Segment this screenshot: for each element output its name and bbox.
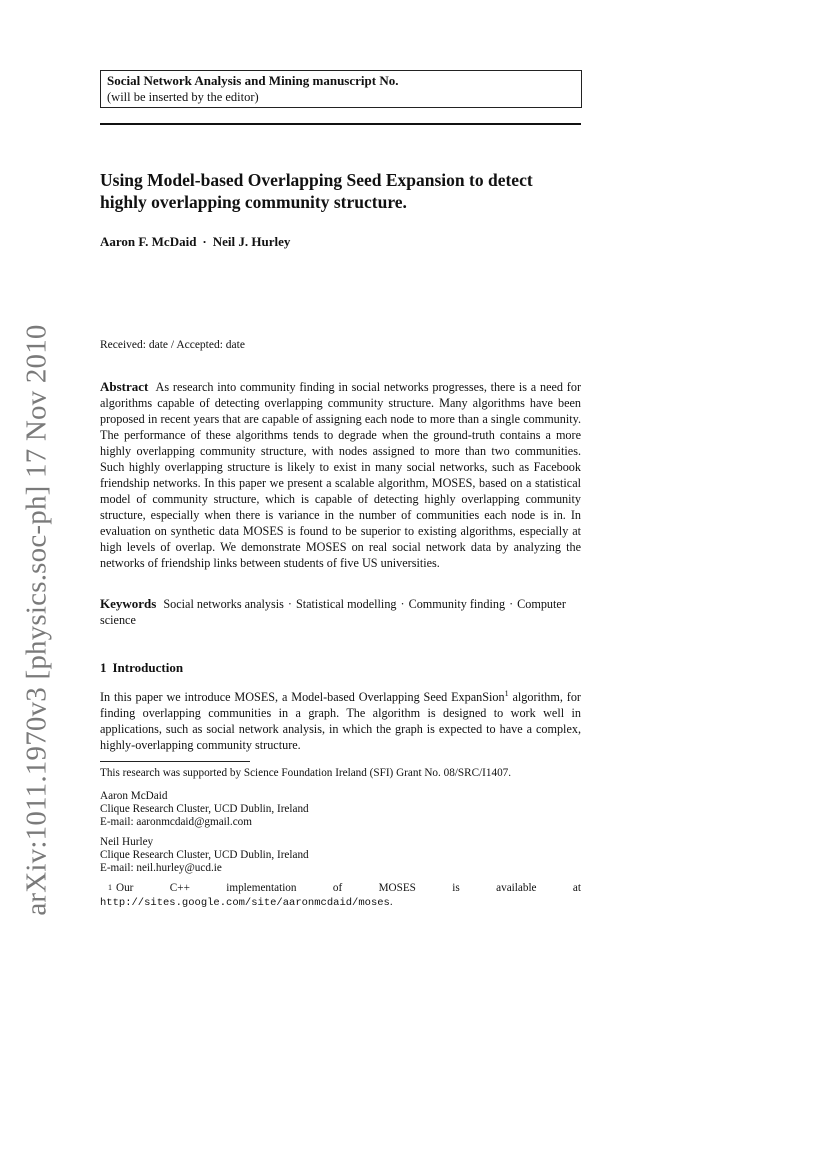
affiliation-block (100, 836, 309, 875)
paper-title: Using Model-based Overlapping Seed Expansion to detect highly overlapping community structure. (100, 170, 533, 212)
arxiv-side-stamp: arXiv:1011.1970v3 [physics.soc-ph] 17 Nov 2010 (20, 324, 53, 916)
keyword: Statistical modelling (295, 597, 397, 611)
section-heading (100, 659, 183, 676)
abstract-label: Abstract (100, 379, 149, 394)
journal-header-box (100, 70, 582, 108)
abstract (100, 379, 581, 571)
keyword: Social networks analysis (163, 597, 284, 611)
journal-title: Social Network Analysis and Mining manuscript No. (107, 73, 399, 88)
affiliation-name: Neil Hurley (100, 836, 154, 848)
affiliation-email: E-mail: neil.hurley@ucd.ie (100, 862, 222, 874)
affiliation-org: Clique Research Cluster, UCD Dublin, Ireland (100, 849, 309, 861)
section-number: 1 (100, 660, 107, 675)
keyword: Computer science (100, 597, 566, 627)
footnote-url-link[interactable]: http://sites.google.com/site/aaronmcdaid/moses (100, 897, 390, 909)
journal-editor-note: (will be inserted by the editor) (107, 90, 259, 104)
author-name: Aaron F. McDaid (100, 234, 197, 249)
footnote-rule (100, 761, 250, 762)
keyword-separator: · (287, 597, 292, 611)
intro-text-cont: algorithm, for finding overlapping communities in a graph. The algorithm is designed to work well in applications, such as social network analysis, in which the graph is expected to have a complex, highly-overlapping community structure. (100, 690, 581, 752)
footnote (100, 881, 581, 910)
footnote-mark: 1 (108, 883, 112, 892)
keywords (100, 596, 581, 628)
intro-paragraph (100, 689, 581, 753)
intro-text: In this paper we introduce MOSES, a Model-based Overlapping Seed ExpanSion (100, 690, 505, 704)
author-list (100, 233, 290, 250)
affiliation-block (100, 790, 309, 829)
header-rule (100, 123, 581, 125)
keywords-label: Keywords (100, 596, 157, 611)
support-note: This research was supported by Science Foundation Ireland (SFI) Grant No. 08/SRC/I1407. (100, 767, 512, 779)
section-title: Introduction (112, 660, 184, 675)
affiliation-name: Aaron McDaid (100, 790, 168, 802)
footnote-text: Our C++ implementation of MOSES is available at (116, 882, 581, 894)
keyword-separator: · (509, 597, 514, 611)
author-separator: · (202, 234, 207, 249)
keyword-separator: · (400, 597, 405, 611)
abstract-text: As research into community finding in social networks progresses, there is a need for algorithms capable of detecting overlapping community structure. Many algorithms have been proposed in recent years that are capable of assigning each node to more than a single community. The performance of these algorithms tends to degrade when the ground-truth contains a more highly overlapping community structure, with nodes assigned to more than two communities. Such highly overlapping structure is likely to exist in many social networks, such as Facebook friendship networks. In this paper we present a scalable algorithm, MOSES, based on a statistical model of community structure, which is capable of detecting highly overlapping community structure, especially when there is variance in the number of communities each node is in. In evaluation on synthetic data MOSES is found to be superior to existing algorithms, especially at high levels of overlap. We demonstrate MOSES on real social network data by analyzing the networks of friendship links between students of five US universities. (100, 380, 582, 570)
author-name: Neil J. Hurley (212, 234, 291, 249)
received-date: Received: date / Accepted: date (100, 339, 245, 351)
keyword: Community finding (408, 597, 506, 611)
affiliation-email: E-mail: aaronmcdaid@gmail.com (100, 816, 252, 828)
footnote-end: . (389, 896, 393, 908)
affiliation-org: Clique Research Cluster, UCD Dublin, Ireland (100, 803, 309, 815)
footnote-ref: 1 (504, 688, 509, 698)
